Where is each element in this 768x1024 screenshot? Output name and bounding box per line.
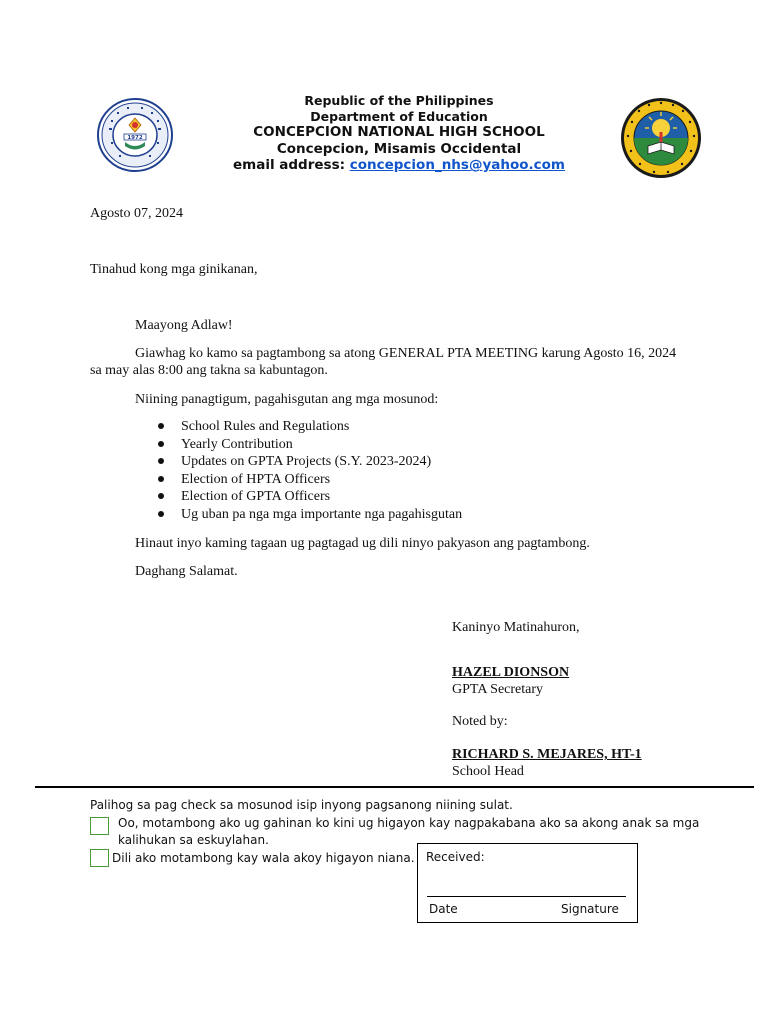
list-item: Election of GPTA Officers (157, 488, 462, 506)
list-item: Updates on GPTA Projects (S.Y. 2023-2024) (157, 453, 462, 471)
closing-line: Kaninyo Matinahuron, (452, 620, 580, 635)
secretary-name: HAZEL DIONSON (452, 665, 570, 680)
list-item: Ug uban pa nga mga importante nga pagahisgutan (157, 506, 462, 524)
letter-salutation: Tinahud kong mga ginikanan, (90, 262, 258, 277)
republic-line: Republic of the Philippines (304, 93, 494, 108)
received-signature-line (427, 896, 626, 897)
agenda-intro: Niining panagtigum, pagahisgutan ang mga mosunod: (135, 392, 439, 407)
received-label: Received: (426, 850, 485, 864)
seal-year: 1972 (127, 135, 143, 141)
school-name: CONCEPCION NATIONAL HIGH SCHOOL (253, 124, 545, 140)
email-link[interactable]: concepcion_nhs@yahoo.com (349, 157, 565, 173)
deped-seal-logo (620, 96, 702, 180)
received-box (417, 843, 638, 923)
letter-greeting: Maayong Adlaw! (135, 318, 233, 333)
thanks-line: Daghang Salamat. (135, 564, 238, 579)
received-signature-label: Signature (561, 902, 619, 916)
attend-yes-label-1: Oo, motambong ako ug gahinan ko kini ug higayon kay nagpakabana ako sa akong anak sa mga (118, 816, 700, 830)
received-date-label: Date (429, 902, 458, 916)
department-line: Department of Education (310, 109, 488, 124)
school-head-title: School Head (452, 764, 524, 779)
reply-instruction: Palihog sa pag check sa mosunod isip inyong pagsanong niining sulat. (90, 798, 513, 812)
hope-paragraph: Hinaut inyo kaming tagaan ug pagtagad ug dili ninyo pakyason ang pagtambong. (135, 536, 590, 551)
invite-line-2: sa may alas 8:00 ang takna sa kabuntagon. (90, 363, 328, 378)
email-label: email address: (233, 157, 350, 173)
attend-no-label: Dili ako motambong kay wala akoy higayon niana. (112, 851, 415, 865)
agenda-list (157, 418, 462, 523)
school-location: Concepcion, Misamis Occidental (276, 141, 522, 157)
cut-line-divider (35, 786, 754, 788)
list-item: Yearly Contribution (157, 436, 462, 454)
school-head-name: RICHARD S. MEJARES, HT-1 (452, 747, 642, 762)
attend-yes-label-2: kalihukan sa eskuylahan. (118, 833, 269, 847)
attend-yes-checkbox[interactable] (90, 817, 109, 835)
attend-no-checkbox[interactable] (90, 849, 109, 867)
letter-date: Agosto 07, 2024 (90, 206, 183, 221)
list-item: Election of HPTA Officers (157, 471, 462, 489)
list-item: School Rules and Regulations (157, 418, 462, 436)
secretary-title: GPTA Secretary (452, 682, 544, 697)
noted-by-label: Noted by: (452, 714, 508, 729)
invite-line-1: Giawhag ko kamo sa pagtambong sa atong GENERAL PTA MEETING karung Agosto 16, 2024 (135, 346, 677, 361)
